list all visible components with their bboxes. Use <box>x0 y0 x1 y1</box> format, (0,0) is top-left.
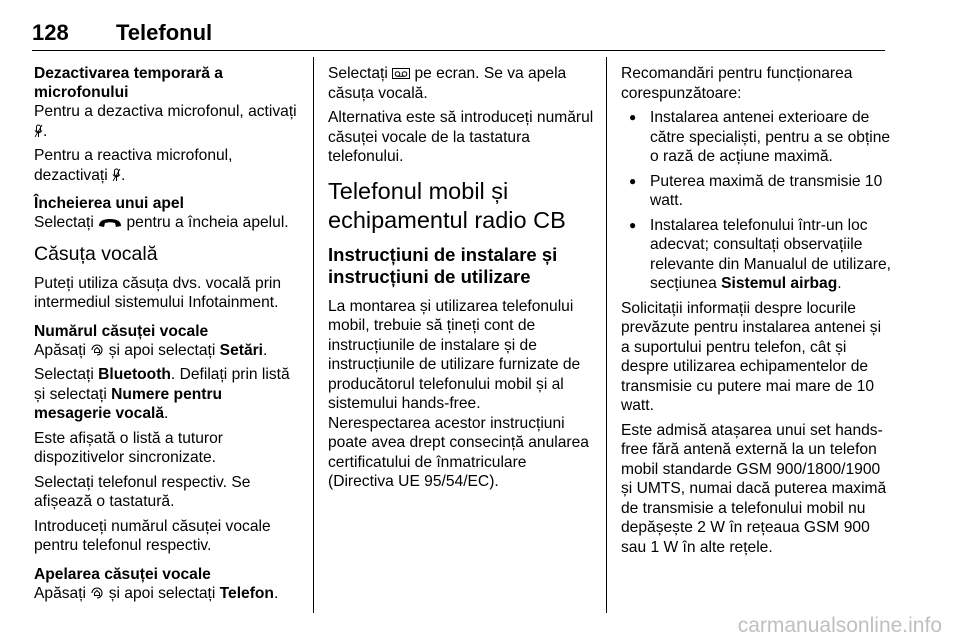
voicemail-number-heading: Numărul căsuței vocale <box>34 322 209 340</box>
voicemail-number-paragraph-5: Introduceți numărul căsuței vocale pentru telefonul respectiv. <box>34 517 271 554</box>
hang-up-icon <box>98 217 122 229</box>
end-call-paragraph <box>34 213 302 233</box>
call-voicemail-heading: Apelarea căsuței vocale <box>34 565 211 583</box>
column-divider-2 <box>606 57 607 613</box>
home-icon <box>90 343 104 357</box>
text: Selectați <box>34 366 94 383</box>
mobile-cb-heading: Telefonul mobil și echipamentul radio CB <box>328 177 566 233</box>
voicemail-heading: Căsuța vocală <box>34 242 158 265</box>
page-header <box>32 20 885 51</box>
call-voicemail-paragraph <box>34 584 302 604</box>
col3-paragraph-2: Solicitații informații despre locurile prevăzute pentru instalarea antenei și a suportului pentru telefon, cât și despre utilizarea echipamentelor de transmisie cu putere mai mare de 10 watt. <box>621 299 882 414</box>
voicemail-icon <box>392 68 410 79</box>
text: . <box>121 166 126 184</box>
text: . <box>43 122 48 140</box>
list-item <box>621 216 891 294</box>
col2-paragraph-2: Alternativa este să introduceți numărul căsuței vocale de la tastatura telefonului. <box>328 109 594 165</box>
text: și apoi selectați <box>108 584 216 602</box>
voicemail-numbers-label: Numere pentru mesagerie vocală <box>34 385 223 422</box>
column-1 <box>34 64 302 608</box>
text: Selectați <box>328 65 388 82</box>
col2-paragraph-3: La montarea și utilizarea telefonului mobil, trebuie să țineți cont de instrucțiunile de instalare și de instrucțiunile de utilizare furnizate de producătorul telefonului mobil și al sistemului hands-free. <box>328 297 581 412</box>
list-item: ● Instalarea antenei exterioare de către specialiști, pentru a se obține o rază de acțiune maximă. <box>621 108 891 167</box>
text: Pentru a reactiva microfonul, dezactivați <box>34 147 233 184</box>
text: Apăsați <box>34 341 87 359</box>
col3-paragraph-1: Recomandări pentru funcționarea corespunzătoare: <box>621 65 853 102</box>
col2-paragraph-4: Nerespectarea acestor instrucțiuni poate avea drept consecință anularea certificatului de înmatriculare (Directiva UE 95/54/EC). <box>328 414 589 490</box>
airbag-label: Sistemul airbag <box>721 275 838 292</box>
end-call-heading: Încheierea unui apel <box>34 195 184 212</box>
mute-paragraph-1 <box>34 102 302 141</box>
text: Selectați <box>34 214 94 231</box>
column-2 <box>328 64 596 497</box>
page-title: Telefonul <box>116 20 213 45</box>
microphone-icon <box>34 124 43 138</box>
voicemail-number-paragraph-3: Este afișată o listă a tuturor dispozitivelor sincronizate. <box>34 429 223 466</box>
voicemail-number-paragraph-2 <box>34 365 302 424</box>
watermark: carmanualsonline.info <box>737 614 942 637</box>
text: Apăsați <box>34 584 87 602</box>
page-number: 128 <box>32 20 69 45</box>
text: pentru a încheia apelul. <box>126 214 289 231</box>
text: . <box>273 584 279 602</box>
text: . <box>837 275 842 292</box>
voicemail-paragraph: Puteți utiliza căsuța dvs. vocală prin intermediul sistemului Infotainment. <box>34 274 282 311</box>
recommendations-list <box>621 108 891 294</box>
col3-paragraph-3: Este admisă atașarea unui set hands-free fără antenă externă la un telefon mobil standarde GSM 900/1800/1900 și UMTS, numai dacă puterea maximă de transmisie a telefonului mobil nu depășește 2 W în rețeaua GSM 900 sau 1 W în alte rețele. <box>621 421 887 556</box>
text: . <box>164 405 169 422</box>
mute-heading: Dezactivarea temporară a microfonului <box>34 65 223 101</box>
column-divider-1 <box>313 57 314 613</box>
text: . <box>263 341 268 359</box>
text: Instalarea telefonului într-un loc adecvat; consultați observațiile relevante din Manualul de utilizare, secțiunea <box>650 216 891 292</box>
microphone-icon <box>112 168 121 182</box>
col2-paragraph-1 <box>328 64 596 103</box>
list-item: ● Puterea maximă de transmisie 10 watt. <box>621 172 891 211</box>
text: pe ecran. Se va apela căsuța vocală. <box>328 65 567 102</box>
column-3 <box>621 64 891 562</box>
bluetooth-label: Bluetooth <box>98 366 171 383</box>
mute-paragraph-2 <box>34 146 302 185</box>
settings-label: Setări <box>219 341 264 359</box>
instructions-heading: Instrucțiuni de instalare și instrucțiuni de utilizare <box>328 243 558 287</box>
text: Pentru a dezactiva microfonul, activați <box>34 103 297 120</box>
home-icon <box>90 586 104 600</box>
phone-label: Telefon <box>219 584 274 602</box>
text: . Defilați prin listă și selectați <box>34 366 290 403</box>
text: și apoi selectați <box>108 341 216 359</box>
voicemail-number-paragraph-4: Selectați telefonul respectiv. Se afișează o tastatură. <box>34 473 251 510</box>
voicemail-number-paragraph-1 <box>34 341 302 361</box>
